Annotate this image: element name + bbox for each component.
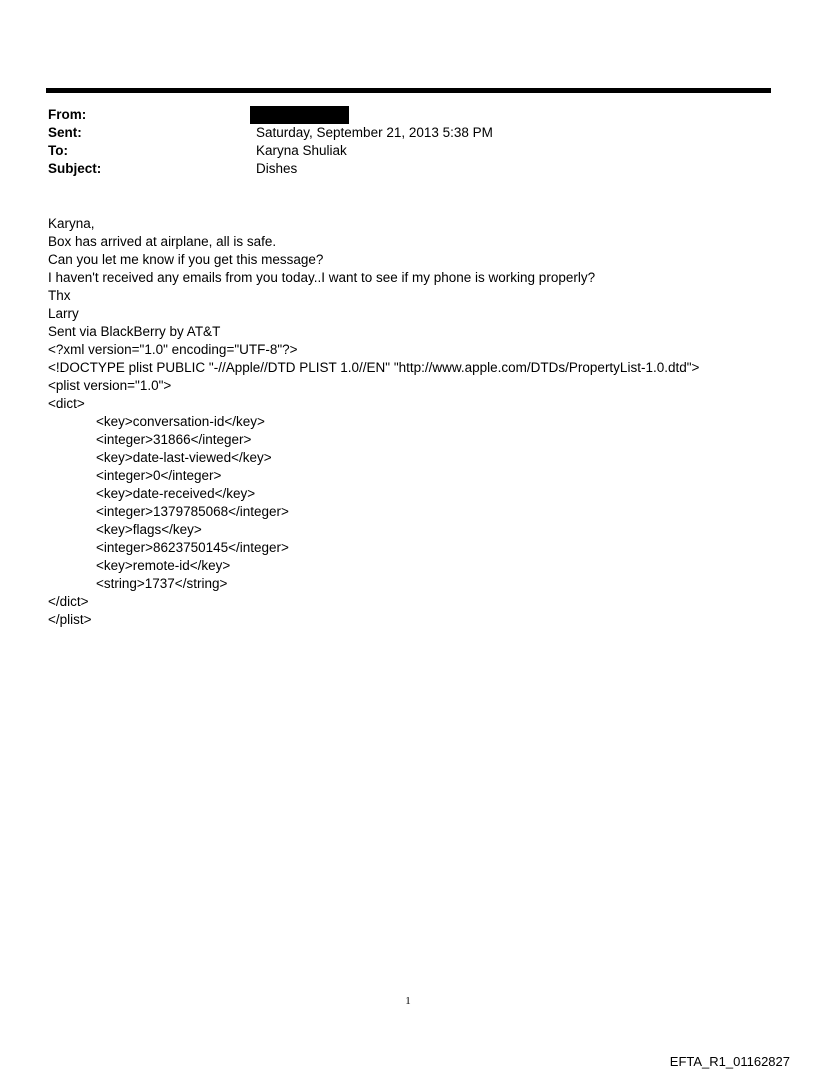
to-value: Karyna Shuliak xyxy=(256,143,347,158)
body-line: </dict> xyxy=(48,594,89,609)
body-line: <string>1737</string> xyxy=(96,576,228,591)
body-line: <key>conversation-id</key> xyxy=(96,414,265,429)
page-number: 1 xyxy=(405,995,411,1007)
body-line: <integer>8623750145</integer> xyxy=(96,540,289,555)
header-rule xyxy=(46,88,771,93)
to-row xyxy=(48,142,768,160)
to-label: To: xyxy=(48,143,68,158)
body-line: <plist version="1.0"> xyxy=(48,378,172,393)
sent-row xyxy=(48,124,768,142)
body-line: <key>date-received</key> xyxy=(96,486,256,501)
body-line: <key>date-last-viewed</key> xyxy=(96,450,272,465)
body-line: <integer>31866</integer> xyxy=(96,432,252,447)
body-line: <!DOCTYPE plist PUBLIC "-//Apple//DTD PLIST 1.0//EN" "http://www.apple.com/DTDs/PropertyList-1.0.dtd"> xyxy=(48,360,700,375)
body-line: <?xml version="1.0" encoding="UTF-8"?> xyxy=(48,342,298,357)
body-line: <integer>1379785068</integer> xyxy=(96,504,289,519)
body-line: Can you let me know if you get this message? xyxy=(48,252,324,267)
subject-row xyxy=(48,160,768,178)
body-line: <key>remote-id</key> xyxy=(96,558,231,573)
subject-label: Subject: xyxy=(48,161,102,176)
sent-value: Saturday, September 21, 2013 5:38 PM xyxy=(256,125,493,140)
bates-number: EFTA_R1_01162827 xyxy=(669,1054,790,1069)
body-line: Thx xyxy=(48,288,71,303)
from-label: From: xyxy=(48,107,87,122)
body-line: Karyna, xyxy=(48,216,95,231)
body-line: </plist> xyxy=(48,612,92,627)
sent-label: Sent: xyxy=(48,125,82,140)
body-line: Sent via BlackBerry by AT&T xyxy=(48,324,221,339)
body-line: <integer>0</integer> xyxy=(96,468,222,483)
body-line: Box has arrived at airplane, all is safe. xyxy=(48,234,277,249)
message-body xyxy=(48,215,788,629)
body-line: <dict> xyxy=(48,396,85,411)
redaction-box xyxy=(250,106,349,124)
body-line: I haven't received any emails from you today..I want to see if my phone is working properly? xyxy=(48,270,596,285)
body-line: <key>flags</key> xyxy=(96,522,202,537)
subject-value: Dishes xyxy=(256,161,298,176)
from-row xyxy=(48,106,768,124)
body-line: Larry xyxy=(48,306,79,321)
